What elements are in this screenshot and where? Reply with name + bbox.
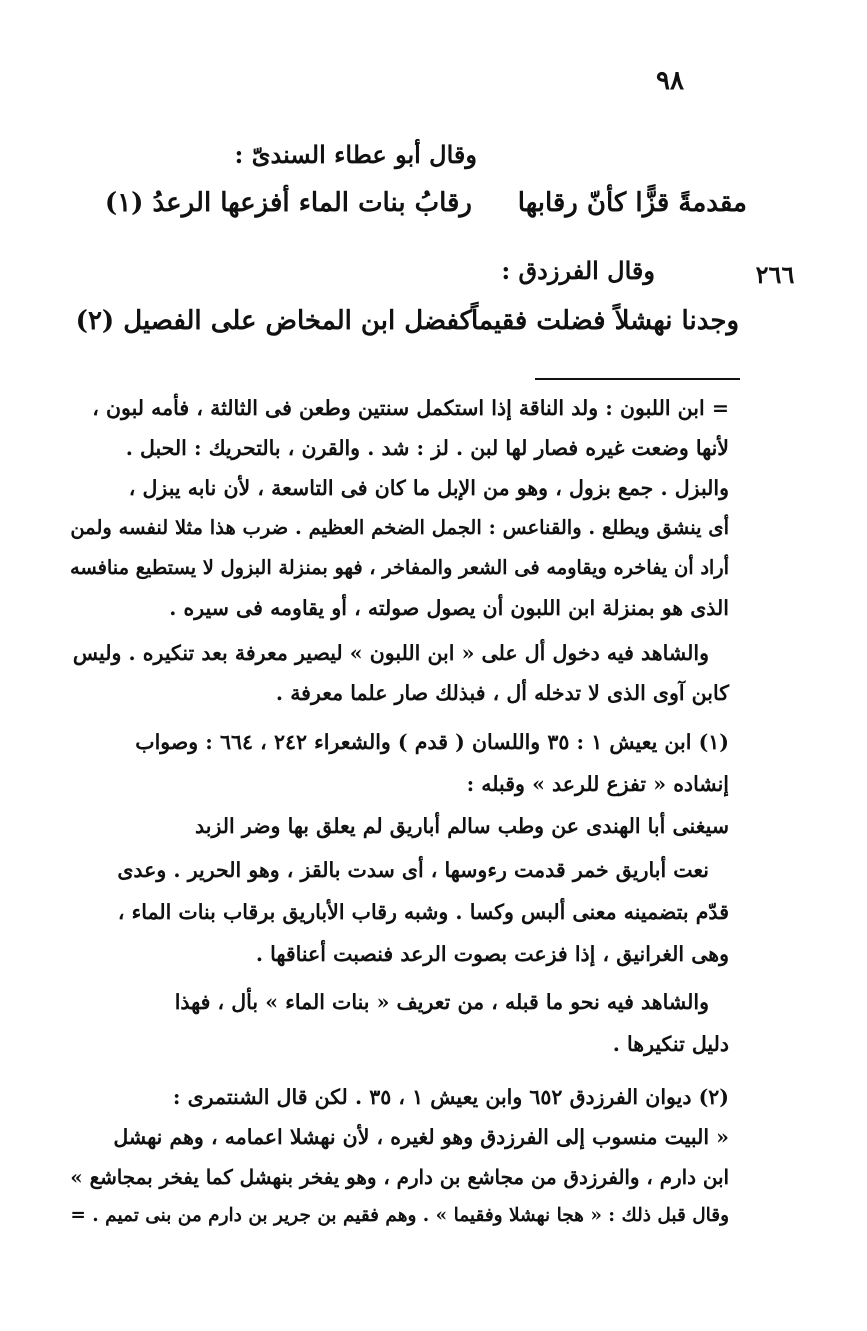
footnote-line: ابن دارم ، والفرزدق من مجاشع بن دارم ، وهو يفخر بنهشل كما يفخر بمجاشع » (70, 1165, 729, 1189)
poem-intro: وقال أبو عطاء السندىّ : (234, 140, 477, 169)
verse-reference-number: ٢٦٦ (755, 260, 795, 289)
verse-first-hemistich: مقدمةً قزًّا كأنّ رقابها (517, 188, 747, 218)
footnote-line: الذى هو بمنزلة ابن اللبون أن يصول صولته ، أو يقاومه فى سيره . (169, 596, 729, 620)
footnote-line: نعت أباريق خمر قدمت رءوسها ، أى سدت بالقز ، وهو الحرير . وعدى (117, 858, 709, 882)
footnote-line: أى ينشق ويطلع . والقناعس : الجمل الضخم العظيم . ضرب هذا مثلا لنفسه ولمن (70, 516, 729, 539)
footnote-line: إنشاده « تفزع للرعد » وقبله : (466, 772, 729, 796)
footnote-line: أراد أن يفاخره ويقاومه فى الشعر والمفاخر ، فهو بمنزلة البزول لا يستطيع منافسه (70, 556, 729, 579)
poem-intro: وقال الفرزدق : (501, 256, 655, 285)
footnote-verse: سيغنى أبا الهندى عن وطب سالم أباريق لم يعلق بها وضر الزبد (194, 814, 729, 838)
footnote-line: والشاهد فيه دخول أل على « ابن اللبون » ليصير معرفة بعد تنكيره . وليس (72, 641, 709, 665)
footnote-line: (٢) ديوان الفرزدق ٦٥٢ وابن يعيش ١ ، ٣٥ . لكن قال الشنتمرى : (172, 1085, 729, 1109)
verse-second-hemistich: كفضل ابن المخاض على الفصيل (٢) (75, 306, 472, 336)
verse-first-hemistich: وجدنا نهشلاً فضلت فقيماً (470, 306, 739, 336)
page-number: ٩٨ (656, 66, 684, 96)
footnote-line: « البيت منسوب إلى الفرزدق وهو لغيره ، لأن نهشلا اعمامه ، وهم نهشل (113, 1125, 729, 1149)
footnote-line: وقال قبل ذلك : « هجا نهشلا وفقيما » . وهم فقيم بن جرير بن دارم من بنى تميم . = (70, 1205, 729, 1226)
footnote-separator (535, 378, 740, 380)
footnote-line: قدّم بتضمينه معنى ألبس وكسا . وشبه رقاب الأباريق برقاب بنات الماء ، (117, 900, 729, 924)
footnote-line: دليل تنكيرها . (612, 1032, 729, 1056)
verse-second-hemistich: رقابُ بنات الماء أفزعها الرعدُ (١) (104, 188, 472, 218)
footnote-line: (١) ابن يعيش ١ : ٣٥ واللسان ( قدم ) والشعراء ٢٤٢ ، ٦٦٤ : وصواب (135, 730, 729, 754)
footnote-line: = ابن اللبون : ولد الناقة إذا استكمل سنتين وطعن فى الثالثة ، فأمه لبون ، (92, 396, 729, 420)
footnote-line: والشاهد فيه نحو ما قبله ، من تعريف « بنات الماء » بأل ، فهذا (174, 990, 709, 1014)
footnote-line: والبزل . جمع بزول ، وهو من الإبل ما كان فى التاسعة ، لأن نابه يبزل ، (128, 476, 729, 500)
footnote-line: لأنها وضعت غيره فصار لها لبن . لز : شد . والقرن ، بالتحريك : الحبل . (125, 436, 729, 460)
footnote-line: وهى الغرانيق ، إذا فزعت بصوت الرعد فنصبت أعناقها . (255, 942, 729, 966)
footnote-line: كابن آوى الذى لا تدخله أل ، فبذلك صار علما معرفة . (275, 681, 729, 705)
